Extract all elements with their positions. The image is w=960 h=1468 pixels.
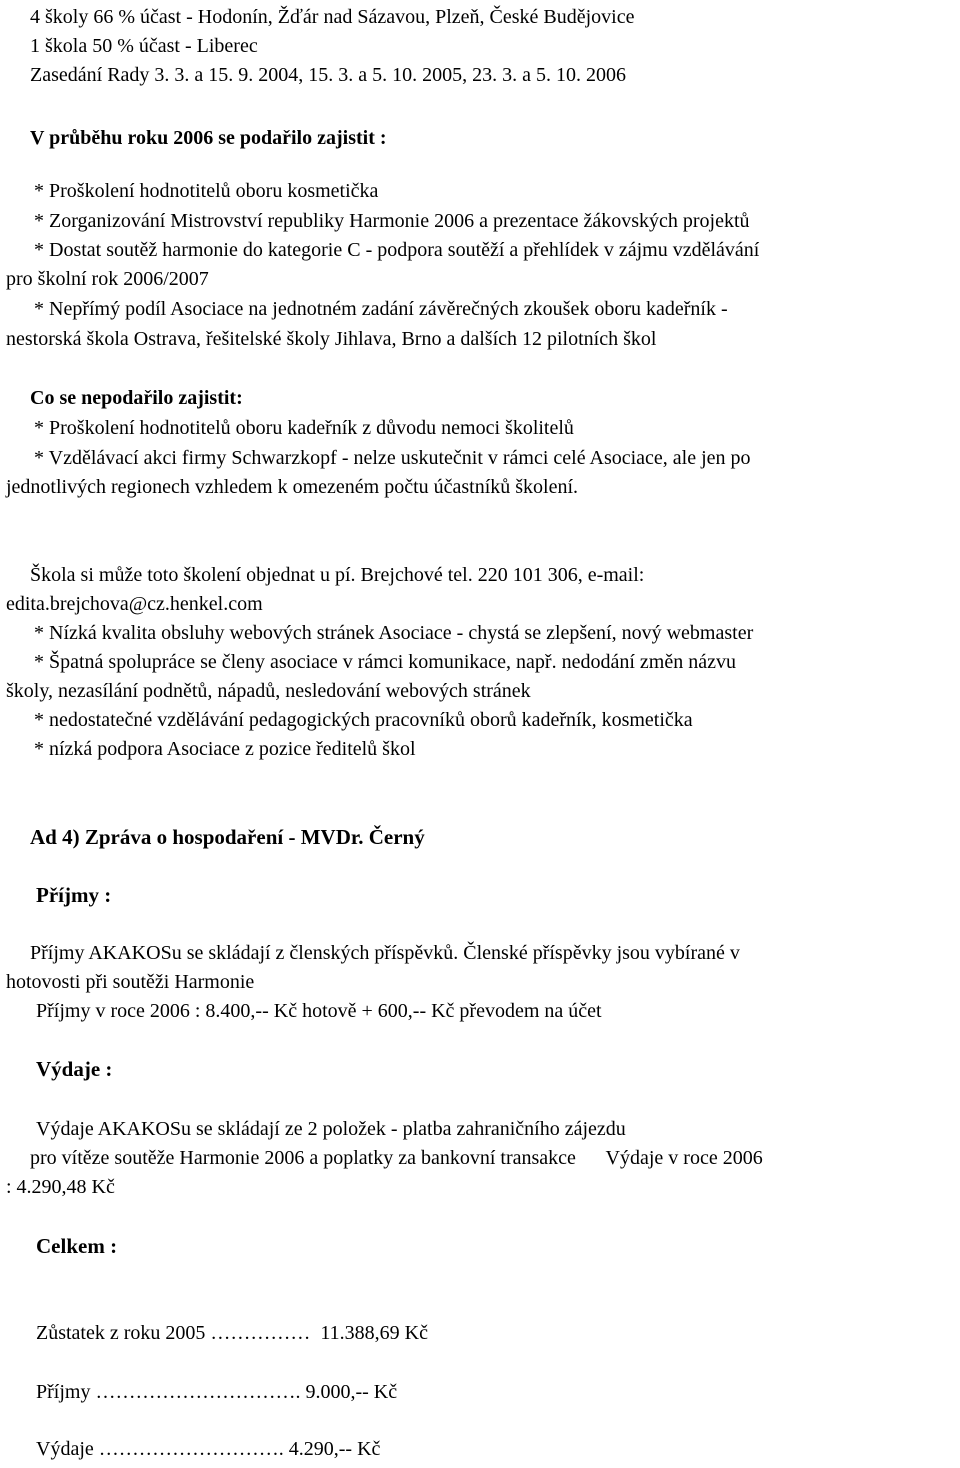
achieved-item-3-line-1: * Dostat soutěž harmonie do kategorie C - podpora soutěží a přehlídek v zájmu vzdělávání [34, 239, 760, 261]
not-achieved-item-4-line-1: * Špatná spolupráce se členy asociace v rámci komunikace, např. nedodání změn názvu [34, 651, 736, 673]
income-text-line-1: Příjmy AKAKOSu se skládají z členských příspěvků. Členské příspěvky jsou vybírané v [30, 942, 740, 964]
expense-text-line-1: Výdaje AKAKOSu se skládají ze 2 položek - platba zahraničního zájezdu [36, 1118, 626, 1140]
not-achieved-item-2-line-1: * Vzdělávací akci firmy Schwarzkopf - nelze uskutečnit v rámci celé Asociace, ale jen po [34, 447, 751, 469]
expense-heading: Výdaje : [36, 1057, 113, 1081]
income-text-line-2: hotovosti při soutěži Harmonie [6, 971, 255, 993]
income-2006: Příjmy v roce 2006 : 8.400,-- Kč hotově + 600,-- Kč převodem na účet [36, 1000, 602, 1022]
achieved-item-3-line-2: pro školní rok 2006/2007 [6, 268, 209, 290]
not-achieved-heading: Co se nepodařilo zajistit: [30, 387, 243, 409]
note-line-2: edita.brejchova@cz.henkel.com [6, 593, 263, 615]
not-achieved-item-1: * Proškolení hodnotitelů oboru kadeřník z důvodu nemoci školitelů [34, 417, 574, 439]
achieved-item-4-line-1: * Nepřímý podíl Asociace na jednotném zadání závěrečných zkoušek oboru kadeřník - [34, 298, 728, 320]
achieved-item-1: * Proškolení hodnotitelů oboru kosmetička [34, 180, 379, 202]
intro-line-1: 4 školy 66 % účast - Hodonín, Žďár nad Sázavou, Plzeň, České Budějovice [30, 6, 635, 28]
expense-text-line-3: : 4.290,48 Kč [6, 1176, 115, 1198]
not-achieved-item-3: * Nízká kvalita obsluhy webových stránek Asociace - chystá se zlepšení, nový webmaster [34, 622, 754, 644]
not-achieved-item-2-line-2: jednotlivých regionech vzhledem k omezeném počtu účastníků školení. [6, 476, 579, 498]
intro-line-3: Zasedání Rady 3. 3. a 15. 9. 2004, 15. 3. a 5. 10. 2005, 23. 3. a 5. 10. 2006 [30, 64, 627, 86]
expense-text-line-2: pro vítěze soutěže Harmonie 2006 a poplatky za bankovní transakce Výdaje v roce 2006 [30, 1147, 763, 1169]
income-total: Příjmy …………………………. 9.000,-- Kč [36, 1381, 398, 1403]
income-heading: Příjmy : [36, 883, 112, 907]
achieved-item-2: * Zorganizování Mistrovství republiky Harmonie 2006 a prezentace žákovských projektů [34, 210, 750, 232]
achieved-heading: V průběhu roku 2006 se podařilo zajistit : [30, 127, 387, 149]
finance-heading: Ad 4) Zpráva o hospodaření - MVDr. Černý [30, 825, 425, 849]
expense-total: Výdaje ………………………. 4.290,-- Kč [36, 1438, 381, 1460]
not-achieved-item-5: * nedostatečné vzdělávání pedagogických pracovníků oborů kadeřník, kosmetička [34, 709, 693, 731]
intro-line-2: 1 škola 50 % účast - Liberec [30, 35, 258, 57]
achieved-item-4-line-2: nestorská škola Ostrava, řešitelské školy Jihlava, Brno a dalších 12 pilotních škol [6, 328, 657, 350]
total-heading: Celkem : [36, 1234, 118, 1258]
note-line-1: Škola si může toto školení objednat u pí. Brejchové tel. 220 101 306, e-mail: [30, 564, 645, 586]
balance-2005: Zůstatek z roku 2005 …………… 11.388,69 Kč [36, 1322, 428, 1344]
not-achieved-item-6: * nízká podpora Asociace z pozice ředitelů škol [34, 738, 416, 760]
not-achieved-item-4-line-2: školy, nezasílání podnětů, nápadů, nesledování webových stránek [6, 680, 531, 702]
